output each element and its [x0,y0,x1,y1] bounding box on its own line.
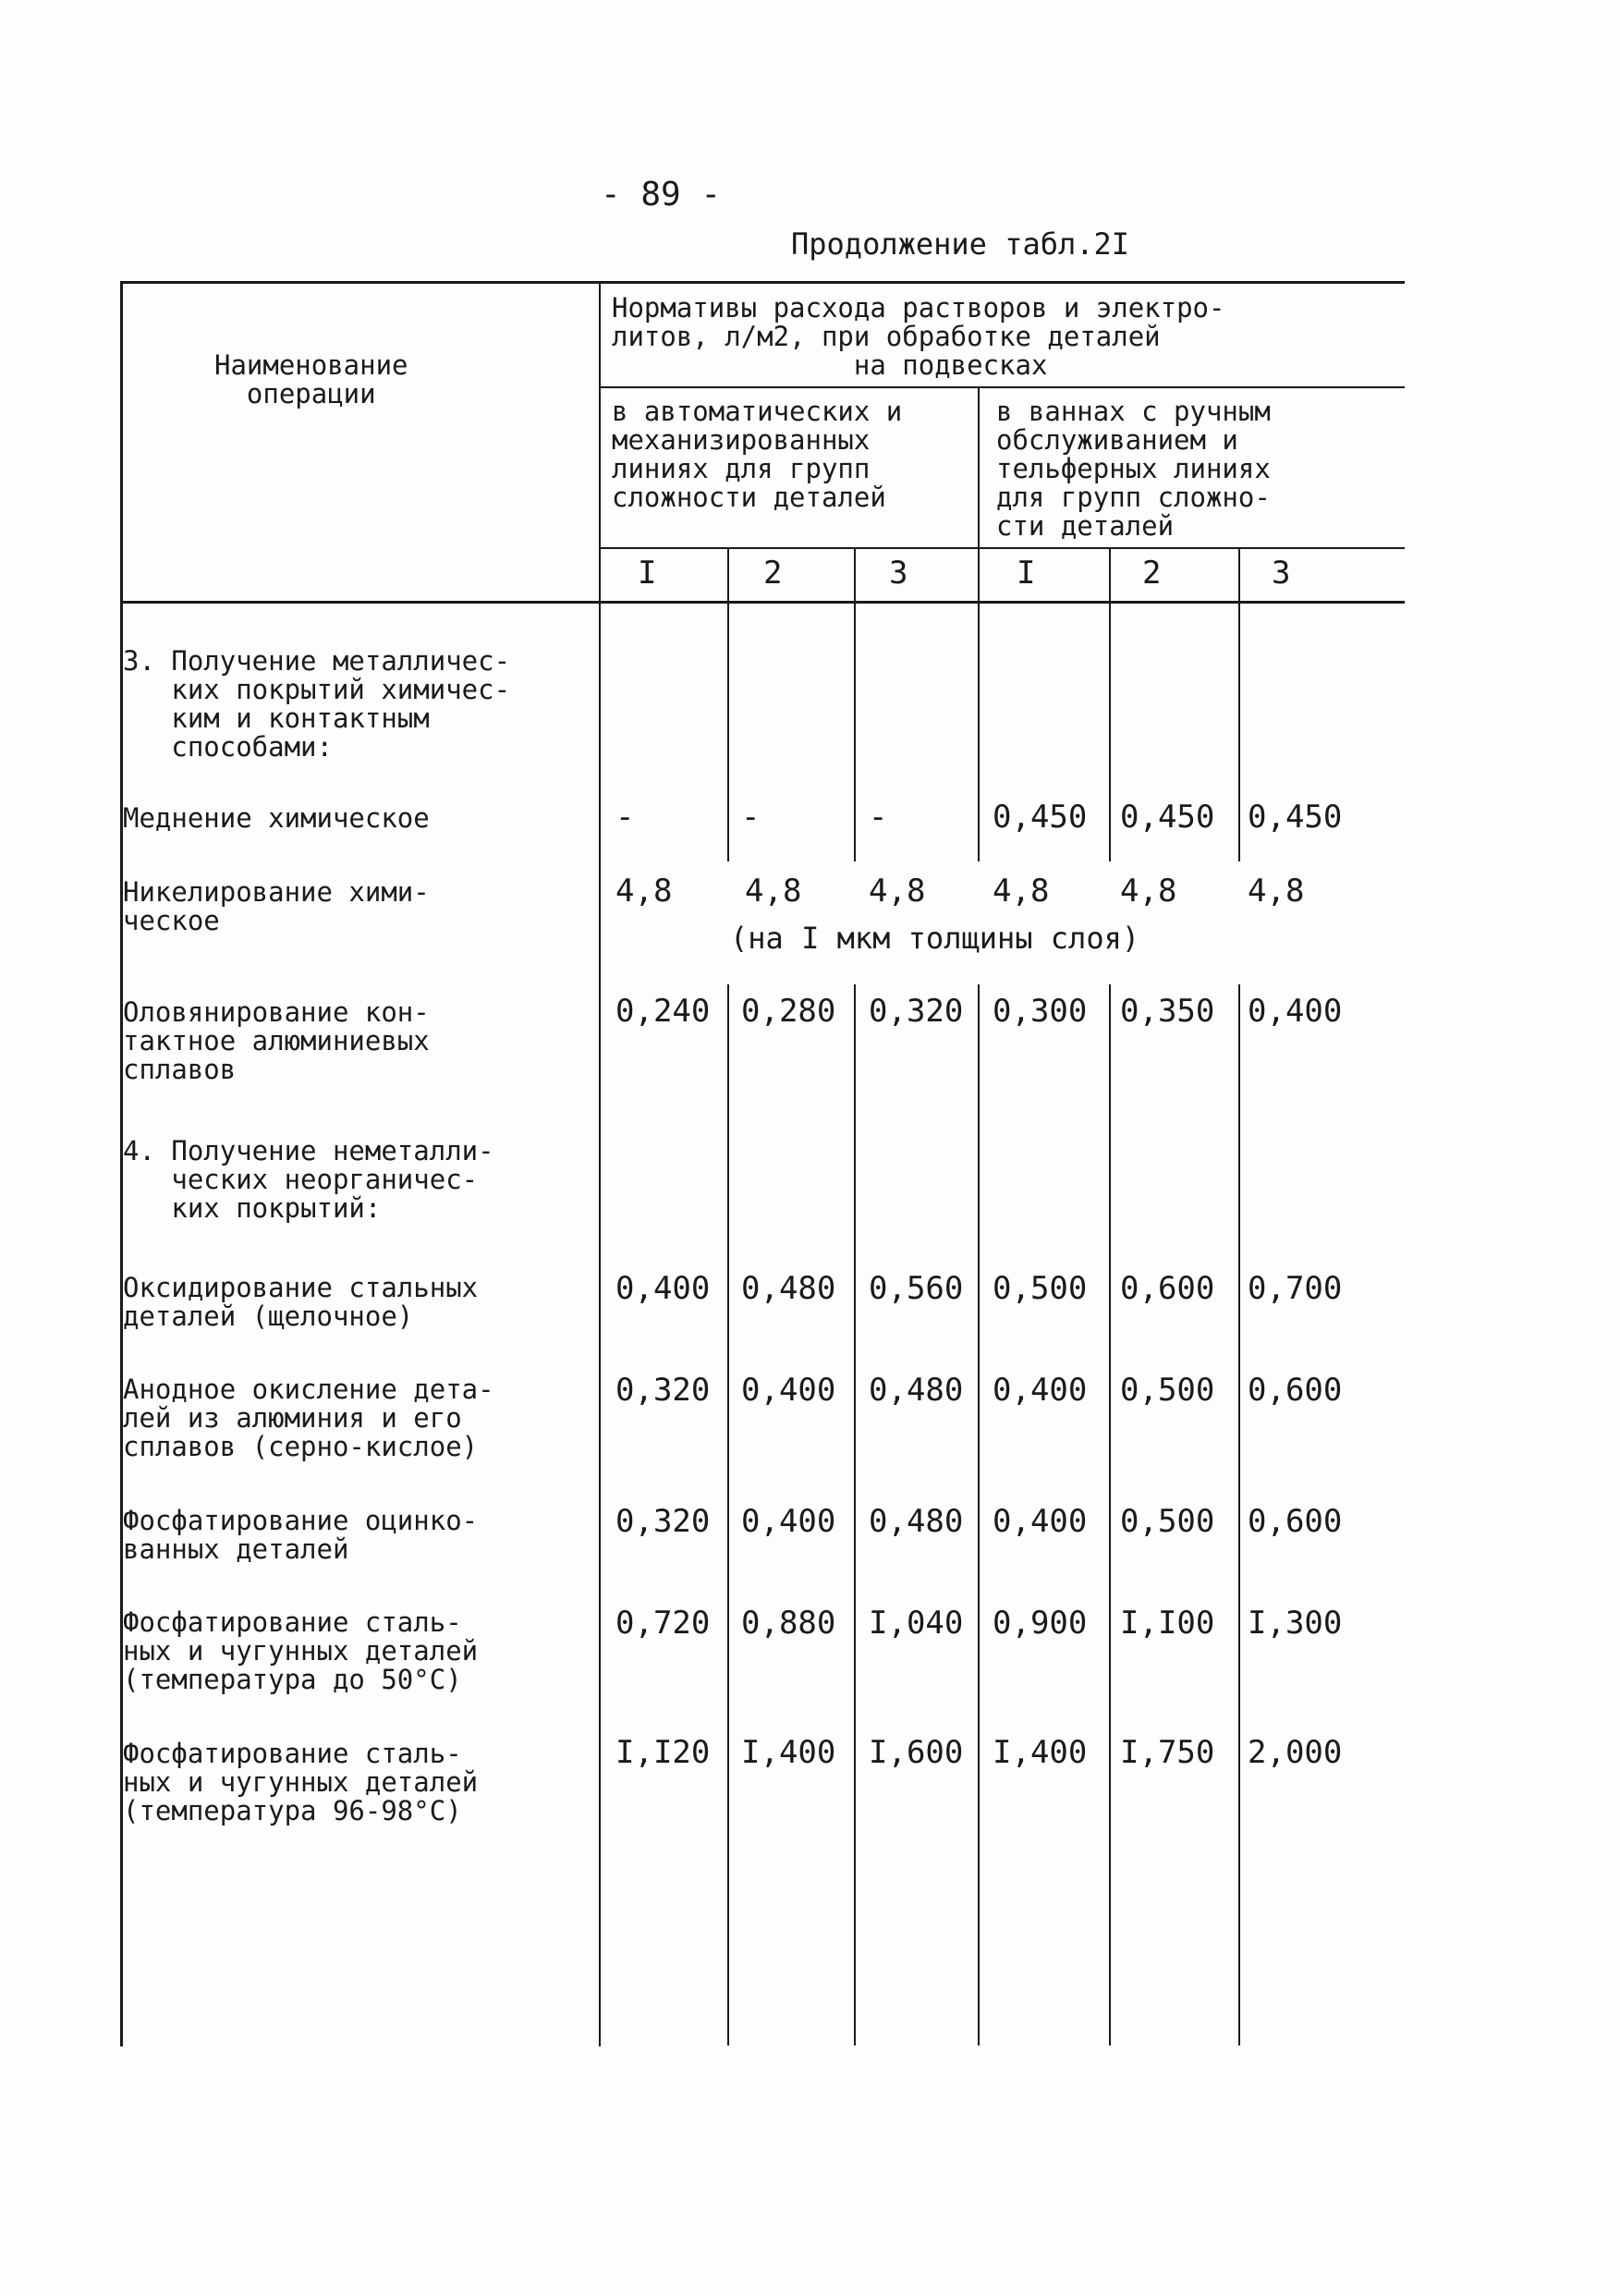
table-cell: - [615,799,635,836]
table-cell: 0,400 [741,1503,836,1540]
table-cell: 0,500 [1120,1503,1215,1540]
table-cell: 0,400 [615,1270,711,1307]
row-label-oxid-steel: Оксидирование стальных деталей (щелочное) [123,1272,479,1332]
table-cell: 0,880 [741,1605,836,1642]
row-label-copper-chem: Меднение химическое [123,802,430,834]
row-label-phosph-zinc: Фосфатирование оцинко- ванных деталей [123,1505,479,1565]
table-cell: 0,320 [615,1372,711,1409]
group-header-auto-3: 3 [889,555,908,592]
table-cell: 0,320 [615,1503,711,1540]
table-cell: 4,8 [1248,873,1305,910]
table-cell: 0,400 [741,1372,836,1409]
table-cell: 0,240 [615,993,711,1030]
table-cell: 2,000 [1248,1734,1343,1771]
table-cell: 0,450 [1120,799,1215,836]
table-cell: 0,600 [1248,1372,1343,1409]
header-manual-baths: в ваннах с ручным обслуживанием и тельферных линиях для групп сложно- сти деталей [996,396,1271,542]
row-label-anodic: Анодное окисление дета- лей из алюминия и его сплавов (серно-кислое) [123,1374,494,1462]
page-number: - 89 - [601,176,722,214]
table-cell: - [741,799,761,836]
table-cell: 0,720 [615,1605,711,1642]
table-cell: 0,480 [869,1503,964,1540]
table-cell: 4,8 [615,873,673,910]
table-cell: 0,280 [741,993,836,1030]
table-cell: 0,700 [1248,1270,1343,1307]
group-header-auto-1: I [638,555,657,592]
header-auto-lines: в автоматических и механизированных линиях для групп сложности деталей [612,396,903,513]
nickel-thickness-note: (на I мкм толщины слоя) [730,921,1140,956]
table-cell: 0,400 [993,1372,1088,1409]
table-cell: 0,560 [869,1270,964,1307]
table-cell: I,750 [1120,1734,1215,1771]
row-label-section-3: 3. Получение металличес- ких покрытий химичес- ким и контактным способами: [123,645,511,763]
table-cell: 0,400 [1248,993,1343,1030]
table-cell: 0,450 [993,799,1088,836]
table-cell: 0,450 [1248,799,1343,836]
table-cell: I,I00 [1120,1605,1215,1642]
table-cell: 4,8 [745,873,802,910]
table-cell: 0,500 [1120,1372,1215,1409]
group-header-manual-2: 2 [1142,555,1162,592]
table-cell: 4,8 [1120,873,1177,910]
table-cell: 0,480 [869,1372,964,1409]
row-label-phosph-steel-50: Фосфатирование сталь- ных и чугунных деталей (температура до 50°С) [123,1606,479,1695]
table-cell: 0,400 [993,1503,1088,1540]
group-header-manual-3: 3 [1272,555,1291,592]
row-label-section-4: 4. Получение неметалли- ческих неорганичес- ких покрытий: [123,1135,494,1224]
table-cell: 0,350 [1120,993,1215,1030]
row-label-tin-contact: Оловянирование кон- тактное алюминиевых сплавов [123,996,430,1085]
table-cell: 4,8 [869,873,926,910]
table-cell: 0,600 [1120,1270,1215,1307]
table-cell: I,I20 [615,1734,711,1771]
table-cell: I,400 [741,1734,836,1771]
header-norms: Нормативы расхода растворов и электро- литов, л/м2, при обработке деталей на подвесках [612,292,1225,381]
table-cell: 0,320 [869,993,964,1030]
table-continuation-label: Продолжение табл.2I [791,226,1130,262]
table-cell: 0,300 [993,993,1088,1030]
table-cell: I,400 [993,1734,1088,1771]
table-cell: I,300 [1248,1605,1343,1642]
header-operation: Наименование операции [214,349,408,409]
table-cell: 4,8 [993,873,1050,910]
table-cell: 0,900 [993,1605,1088,1642]
row-label-phosph-steel-96: Фосфатирование сталь- ных и чугунных деталей (температура 96-98°С) [123,1738,479,1826]
group-header-auto-2: 2 [763,555,783,592]
table-cell: I,040 [869,1605,964,1642]
table-cell: 0,480 [741,1270,836,1307]
table-cell: - [869,799,888,836]
table-cell: I,600 [869,1734,964,1771]
table-cell: 0,500 [993,1270,1088,1307]
row-label-nickel-chem: Никелирование хими- ческое [123,876,430,936]
table-cell: 0,600 [1248,1503,1343,1540]
group-header-manual-1: I [1017,555,1036,592]
